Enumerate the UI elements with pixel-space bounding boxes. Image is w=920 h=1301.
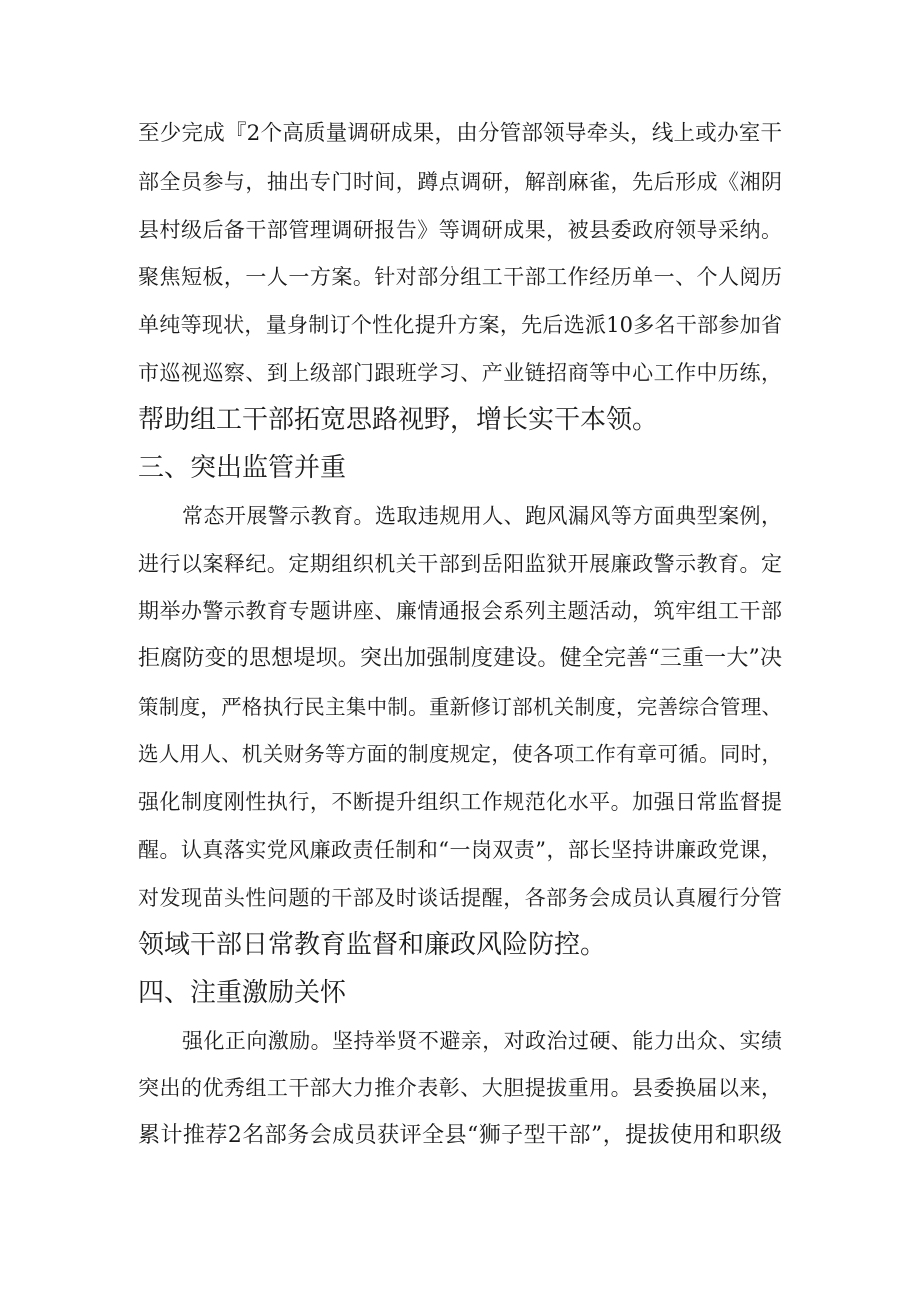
paragraph-line: 拒腐防变的思想堤坝。突出加强制度建设。健全完善“三重一大”决 xyxy=(138,646,782,671)
paragraph-line: 市巡视巡察、到上级部门跟班学习、产业链招商等中心工作中历练， xyxy=(138,361,782,385)
paragraph-line: 强化制度刚性执行，不断提升组织工作规范化水平。加强日常监督提 xyxy=(138,790,782,814)
paragraph-line: 聚焦短板，一人一方案。针对部分组工干部工作经历单一、个人阅历 xyxy=(138,265,782,289)
paragraph-line: 常态开展警示教育。选取违规用人、跑风漏风等方面典型案例， xyxy=(182,504,782,528)
paragraph-line: 至少完成『2个高质量调研成果，由分管部领导牵头，线上或办室干 xyxy=(138,121,782,146)
paragraph-line: 累计推荐2名部务会成员获评全县“狮子型干部”，提拔使用和职级 xyxy=(138,1123,782,1148)
section-heading: 三、突出监管并重 xyxy=(138,453,347,483)
paragraph-line: 策制度，严格执行民主集中制。重新修订部机关制度，完善综合管理、 xyxy=(138,695,782,719)
paragraph-line: 醒。认真落实党风廉政责任制和“一岗双责”，部长坚持讲廉政党课， xyxy=(138,838,782,862)
paragraph-line: 突出的优秀组工干部大力推介表彰、大胆提拔重用。县委换届以来， xyxy=(138,1076,782,1100)
paragraph-line: 单纯等现状，量身制订个性化提升方案，先后选派10多名干部参加省 xyxy=(138,313,782,337)
paragraph-line: 帮助组工干部拓宽思路视野，增长实干本领。 xyxy=(138,405,659,435)
section-heading: 四、注重激励关怀 xyxy=(138,978,347,1008)
paragraph-line: 进行以案释纪。定期组织机关干部到岳阳监狱开展廉政警示教育。定 xyxy=(138,552,782,576)
paragraph-line: 强化正向激励。坚持举贤不避亲，对政治过硬、能力出众、实绩 xyxy=(182,1029,782,1053)
paragraph-line: 部全员参与，抽出专门时间，蹲点调研，解剖麻雀，先后形成《湘阴 xyxy=(138,170,782,194)
paragraph-line: 领域干部日常教育监督和廉政风险防控。 xyxy=(138,930,607,960)
paragraph-line: 县村级后备干部管理调研报告》等调研成果，被县委政府领导采纳。 xyxy=(138,218,782,242)
paragraph-line: 选人用人、机关财务等方面的制度规定，使各项工作有章可循。同时， xyxy=(138,742,782,766)
paragraph-line: 期举办警示教育专题讲座、廉情通报会系列主题活动，筑牢组工干部 xyxy=(138,599,782,623)
paragraph-line: 对发现苗头性问题的干部及时谈话提醒，各部务会成员认真履行分管 xyxy=(138,886,782,910)
